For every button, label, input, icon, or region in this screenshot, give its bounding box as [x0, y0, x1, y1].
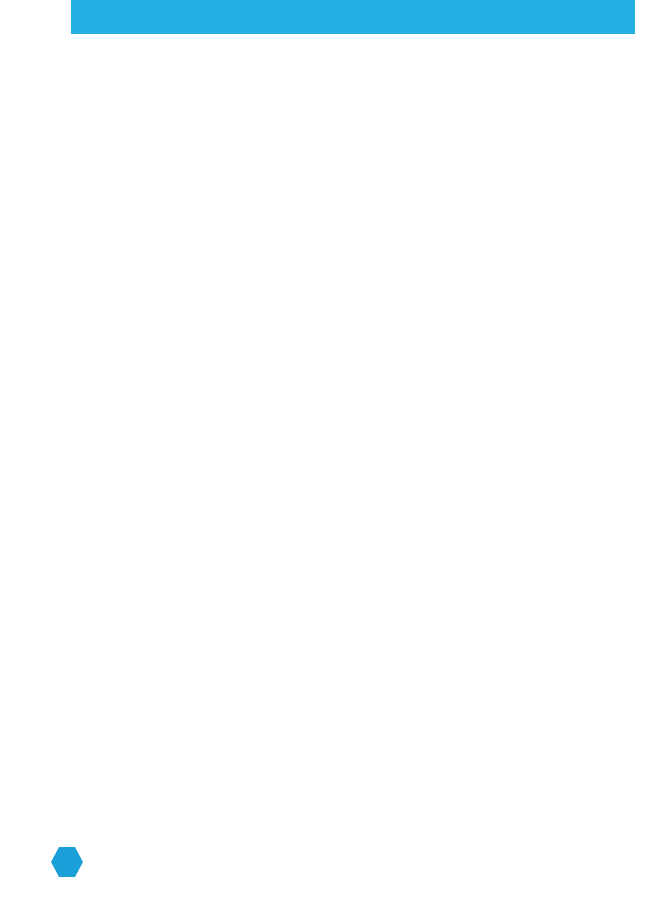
section-header [71, 0, 635, 36]
page-number [50, 846, 84, 878]
page-footer [50, 846, 104, 878]
page-number-badge [50, 846, 84, 878]
table-of-contents [71, 0, 635, 36]
